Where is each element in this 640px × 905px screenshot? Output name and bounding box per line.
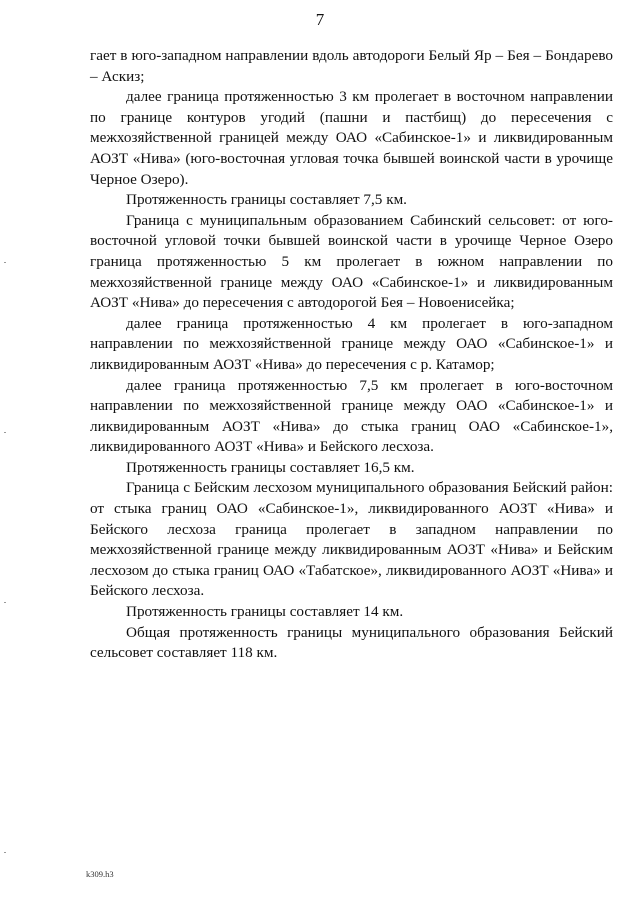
document-body [90, 46, 613, 664]
scan-margin-mark [4, 602, 6, 603]
scan-margin-mark [4, 262, 6, 263]
paragraph-7: Протяженность границы составляет 16,5 км. [126, 458, 415, 476]
paragraph-1: гает в юго-западном направлении вдоль автодороги Белый Яр – Бея – Бондарево – Аскиз; [90, 47, 613, 85]
paragraph-8: Граница с Бейским лесхозом муниципального образования Бейский район: от стыка границ ОАО «Сабинское-1», ликвидированного АОЗТ «Нива» и Бейского лесхоза граница пролегает в западном направлении по межхозяйственной границе между ликвидированным АОЗТ «Нива» и Бейским лесхозом до стыка границ ОАО «Табатское», ликвидированного АОЗТ «Нива» и Бейского лесхоза. [90, 479, 613, 600]
paragraph-6: далее граница протяженностью 7,5 км пролегает в юго-восточном направлении по межхозяйственной границе между ОАО «Сабинское-1» и ликвидированным АОЗТ «Нива» до стыка границ ОАО «Сабинское-1», ликвидированного АОЗТ «Нива» и Бейского лесхоза. [90, 376, 613, 456]
paragraph-4: Граница с муниципальным образованием Сабинский сельсовет: от юго-восточной угловой точки бывшей воинской части в урочище Черное Озеро граница протяженностью 5 км пролегает в южном направлении по межхозяйственной границе между ОАО «Сабинское-1» и ликвидированным АОЗТ «Нива» до пересечения с автодорогой Бея – Новоенисейка; [90, 211, 613, 312]
paragraph-9: Протяженность границы составляет 14 км. [126, 603, 404, 621]
footer-file-code: k309.h3 [86, 869, 114, 879]
scan-margin-mark [4, 432, 6, 433]
paragraph-10: Общая протяженность границы муниципального образования Бейский сельсовет составляет 118 км. [90, 623, 613, 662]
paragraph-2: далее граница протяженностью 3 км пролегает в восточном направлении по границе контуров угодий (пашни и пастбищ) до пересечения с межхозяйственной границей между ОАО «Сабинское-1» и ликвидированным АОЗТ «Нива» (юго-восточная угловая точка бывшей воинской части в урочище Черное Озеро). [90, 88, 613, 188]
paragraph-3: Протяженность границы составляет 7,5 км. [126, 191, 407, 209]
scan-margin-mark [4, 852, 6, 853]
paragraph-5: далее граница протяженностью 4 км пролегает в юго-западном направлении по межхозяйственной границе между ОАО «Сабинское-1» и ликвидированным АОЗТ «Нива» до пересечения с р. Катамор; [90, 314, 613, 373]
page-number: 7 [315, 10, 325, 29]
